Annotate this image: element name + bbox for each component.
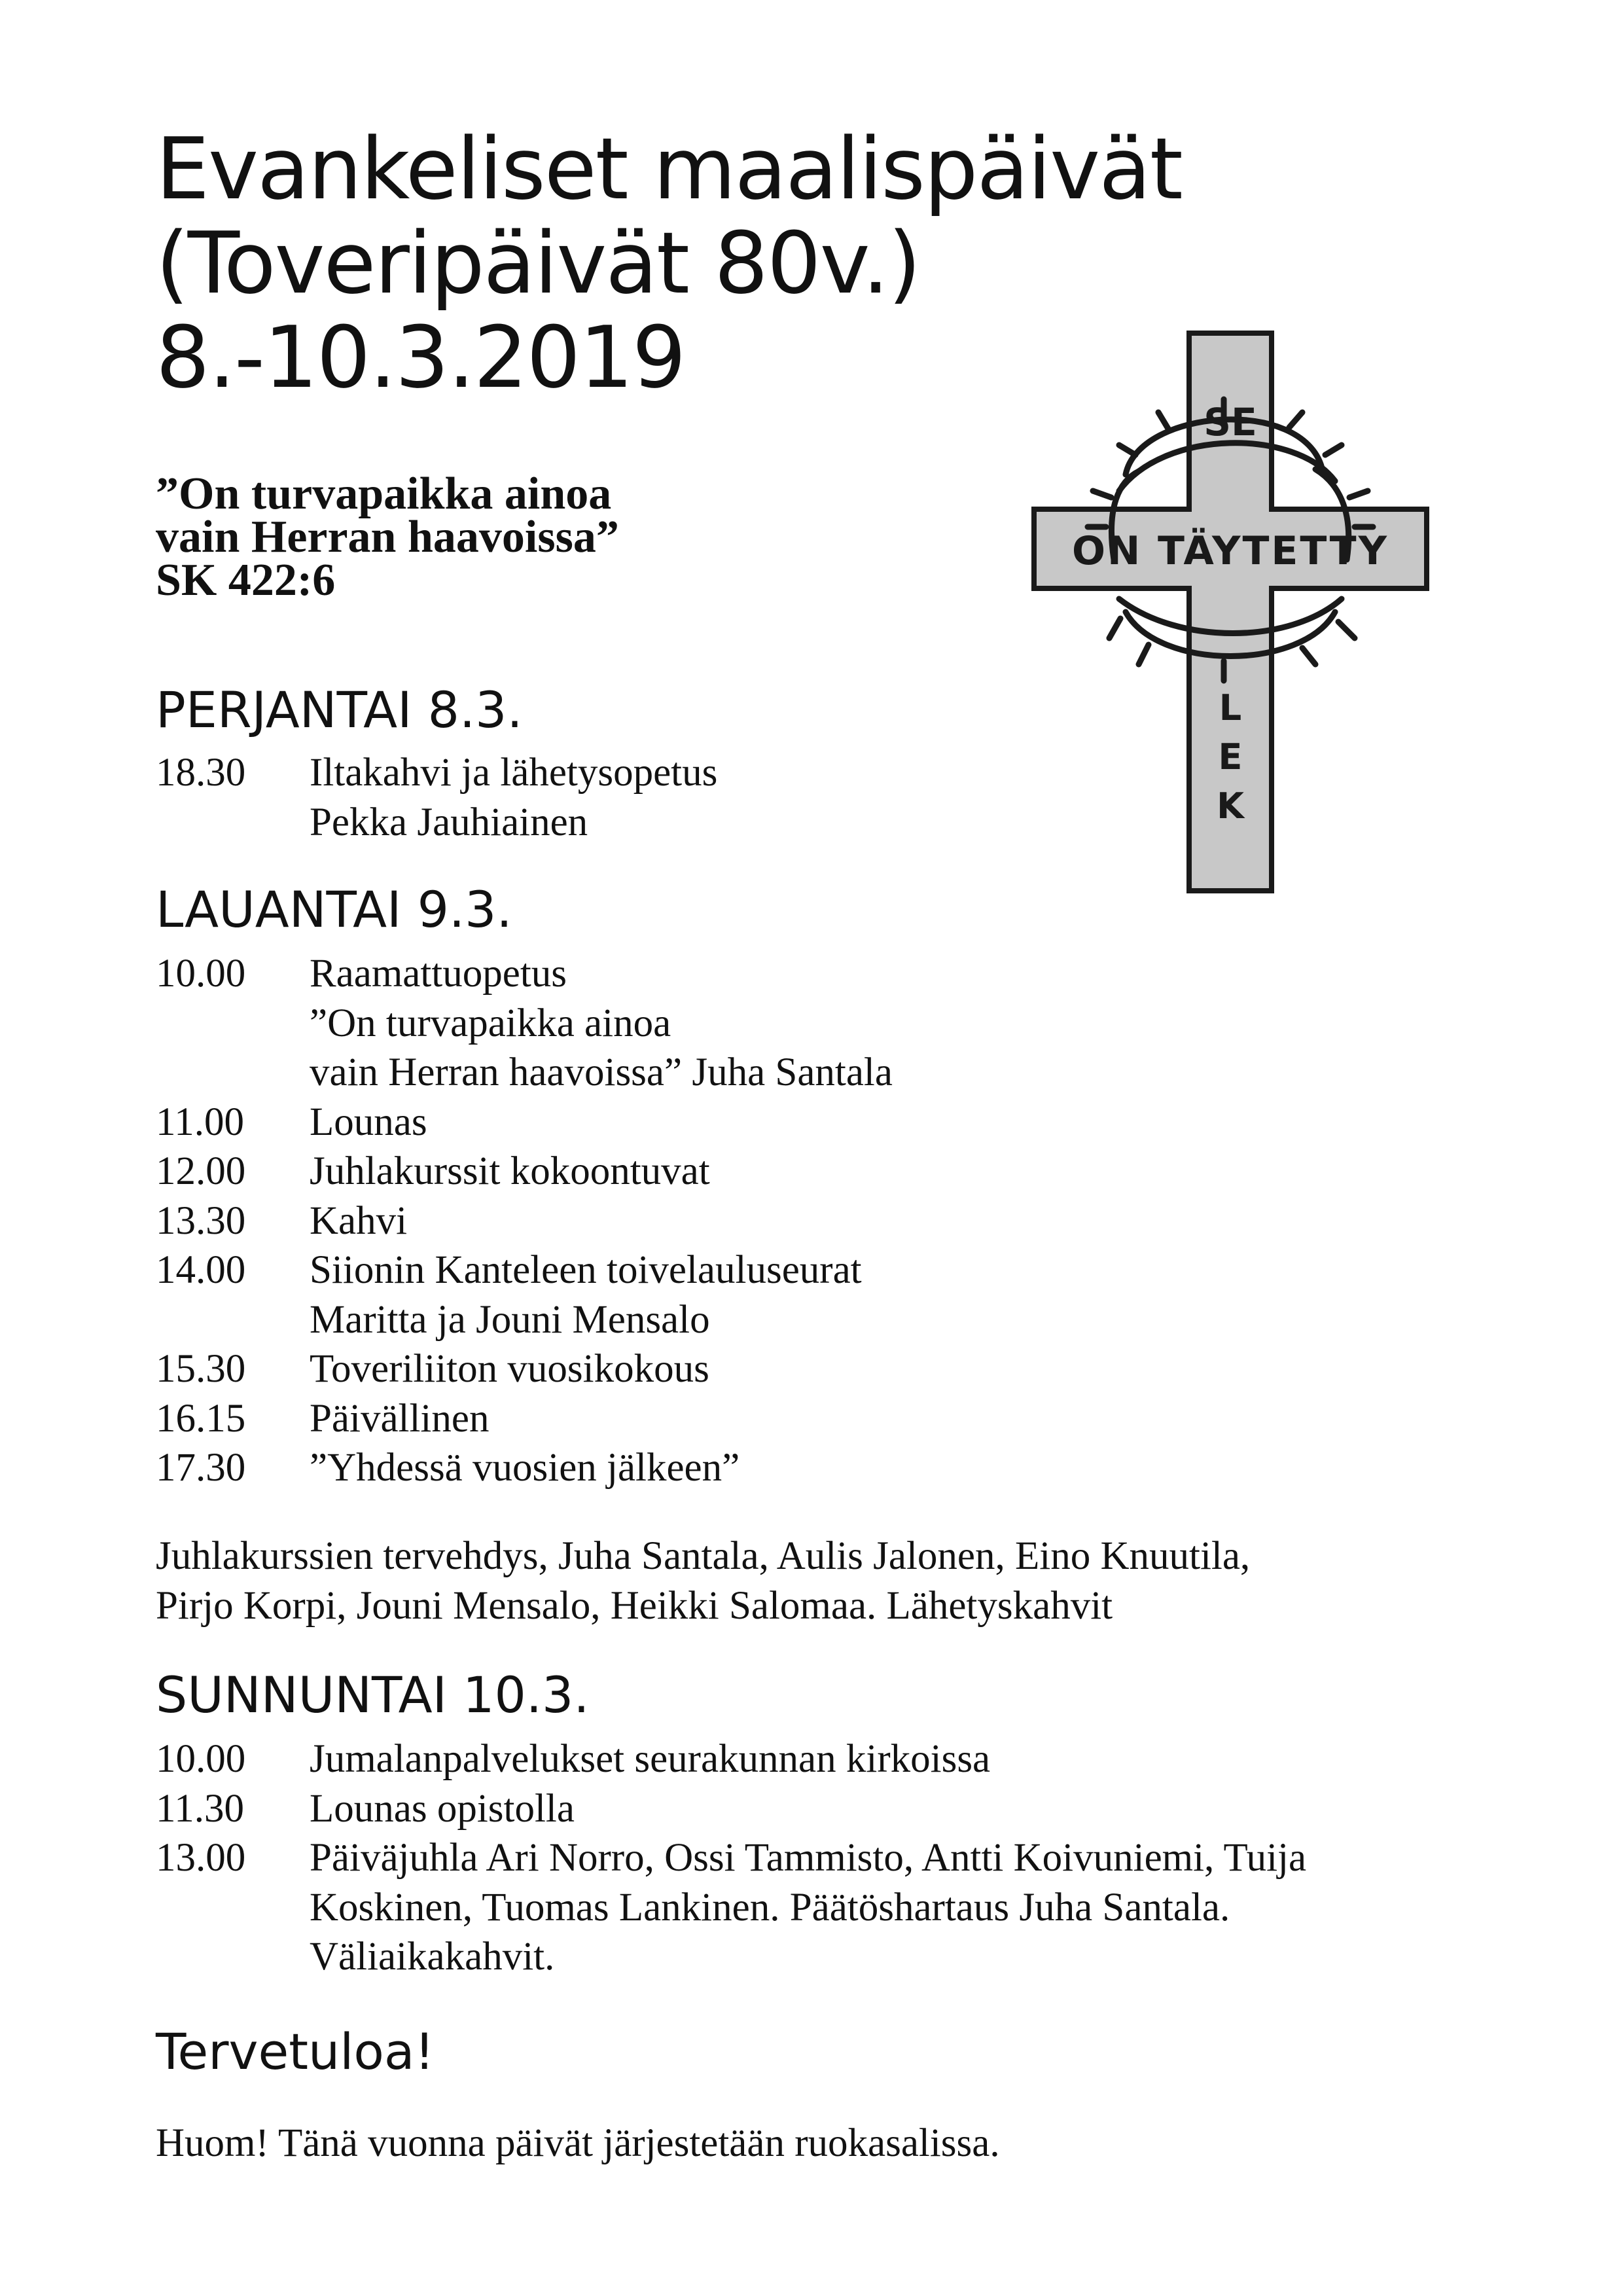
schedule-time: 10.00 [156,952,246,996]
schedule-text: Raamattuopetus ”On turvapaikka ainoa vain Herran haavoissa” Juha Santala [310,952,893,1094]
schedule-text: Iltakahvi ja lähetysopetus Pekka Jauhiainen [310,751,718,844]
schedule-item [156,1246,1530,1344]
greetings-line: Juhlakurssien tervehdys, Juha Santala, Aulis Jalonen, Eino Knuutila, [156,1534,1251,1578]
title-line: (Toveripäivät 80v.) [156,213,920,313]
schedule-time: 15.30 [156,1347,246,1391]
schedule-item [156,1344,1530,1394]
schedule-time: 10.00 [156,1737,246,1781]
schedule-text: Päivällinen [310,1396,490,1441]
schedule-item [156,748,1530,847]
title-line: 8.-10.3.2019 [156,308,685,407]
schedule-text: Lounas [310,1100,427,1144]
schedule-sunday [156,1734,1530,1982]
schedule-time: 17.30 [156,1446,246,1490]
logo-letter: L [1219,687,1242,728]
logo-cross-text: ON TÄYTETTY [1071,528,1389,574]
quote-line: ”On turvapaikka ainoa [156,469,612,519]
venue-note: Huom! Tänä vuonna päivät järjestetään ruokasalissa. [156,2121,1000,2165]
quote-line: vain Herran haavoissa” [156,512,619,562]
welcome-heading: Tervetuloa! [156,2022,435,2081]
day-heading-saturday: LAUANTAI 9.3. [156,880,512,939]
schedule-text: Jumalanpalvelukset seurakunnan kirkoissa [310,1737,991,1781]
schedule-text: Kahvi [310,1198,408,1243]
schedule-text: Juhlakurssit kokoontuvat [310,1149,710,1193]
schedule-text: Lounas opistolla [310,1786,575,1831]
schedule-item [156,1784,1530,1834]
schedule-time: 11.00 [156,1100,244,1144]
logo-top-text: SE [1204,400,1257,444]
bible-quote [156,469,941,605]
schedule-item [156,1833,1530,1982]
page-title [156,119,1182,407]
logo-letter: K [1217,785,1244,827]
greetings-paragraph [156,1532,1530,1630]
schedule-item [156,1196,1530,1246]
day-heading-sunday: SUNNUNTAI 10.3. [156,1666,590,1724]
schedule-text: Päiväjuhla Ari Norro, Ossi Tammisto, Antti Koivuniemi, Tuija Koskinen, Tuomas Lankinen. Päätöshartaus Juha Santala. Väliaikakahvit. [310,1836,1307,1979]
schedule-time: 16.15 [156,1396,246,1441]
schedule-time: 12.00 [156,1149,246,1193]
greetings-line: Pirjo Korpi, Jouni Mensalo, Heikki Salomaa. Lähetyskahvit [156,1583,1113,1628]
schedule-item [156,1443,1530,1493]
schedule-time: 11.30 [156,1786,244,1831]
logo-letter: E [1218,736,1243,778]
schedule-item [156,1394,1530,1444]
title-line: Evankeliset maalispäivät [156,119,1182,219]
schedule-time: 18.30 [156,751,246,795]
schedule-text: Toveriliiton vuosikokous [310,1347,709,1391]
quote-line: SK 422:6 [156,555,336,605]
schedule-item [156,949,1530,1098]
schedule-text: ”Yhdessä vuosien jälkeen” [310,1446,740,1490]
schedule-time: 14.00 [156,1248,246,1292]
schedule-saturday [156,949,1530,1493]
schedule-time: 13.30 [156,1198,246,1243]
schedule-time: 13.00 [156,1836,246,1880]
schedule-item [156,1734,1530,1784]
schedule-item [156,1098,1530,1147]
schedule-text: Siionin Kanteleen toivelauluseurat Maritta ja Jouni Mensalo [310,1248,862,1342]
day-heading-friday: PERJANTAI 8.3. [156,681,523,739]
schedule-item [156,1147,1530,1196]
schedule-friday [156,748,1530,847]
